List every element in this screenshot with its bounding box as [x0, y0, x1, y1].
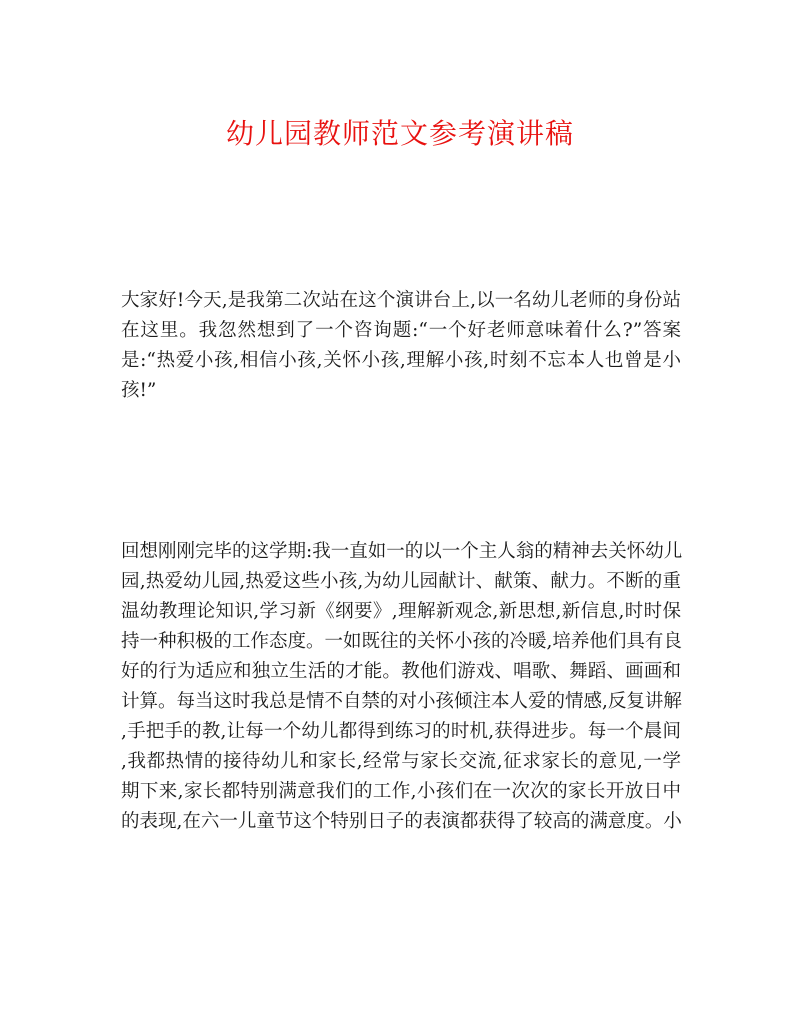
paragraph-line: 孩!” [121, 380, 157, 401]
paragraph-line: 持一种积极的工作态度。一如既往的关怀小孩的冷暖,培养他们具有良 [121, 631, 682, 652]
paragraph-line: 期下来,家长都特别满意我们的工作,小孩们在一次次的家长开放日中 [121, 781, 681, 802]
paragraph-line: 园,热爱幼儿园,热爱这些小孩,为幼儿园献计、献策、献力。不断的重 [121, 571, 681, 592]
document-title: 幼儿园教师范文参考演讲稿 [225, 117, 574, 150]
paragraph-line: 的表现,在六一儿童节这个特别日子的表演都获得了较高的满意度。小 [121, 811, 682, 832]
paragraph-line: 温幼教理论知识,学习新《纲要》,理解新观念,新思想,新信息,时时保 [121, 601, 681, 622]
paragraph-line: 大家好!今天,是我第二次站在这个演讲台上,以一名幼儿老师的身份站 [121, 290, 681, 311]
paragraph-2 [121, 537, 681, 837]
paragraph-line: 是:“热爱小孩,相信小孩,关怀小孩,理解小孩,时刻不忘本人也曾是小 [121, 350, 681, 371]
paragraph-1 [121, 286, 681, 406]
paragraph-line: ,手把手的教,让每一个幼儿都得到练习的时机,获得进步。每一个晨间 [121, 721, 681, 742]
paragraph-line: ,我都热情的接待幼儿和家长,经常与家长交流,征求家长的意见,一学 [121, 751, 681, 772]
paragraph-line: 好的行为适应和独立生活的才能。教他们游戏、唱歌、舞蹈、画画和 [121, 661, 681, 682]
paragraph-line: 在这里。我忽然想到了一个咨询题:“一个好老师意味着什么?”答案 [121, 320, 681, 341]
paragraph-line: 回想刚刚完毕的这学期:我一直如一的以一个主人翁的精神去关怀幼儿 [121, 541, 683, 562]
paragraph-line: 计算。每当这时我总是情不自禁的对小孩倾注本人爱的情感,反复讲解 [121, 691, 682, 712]
